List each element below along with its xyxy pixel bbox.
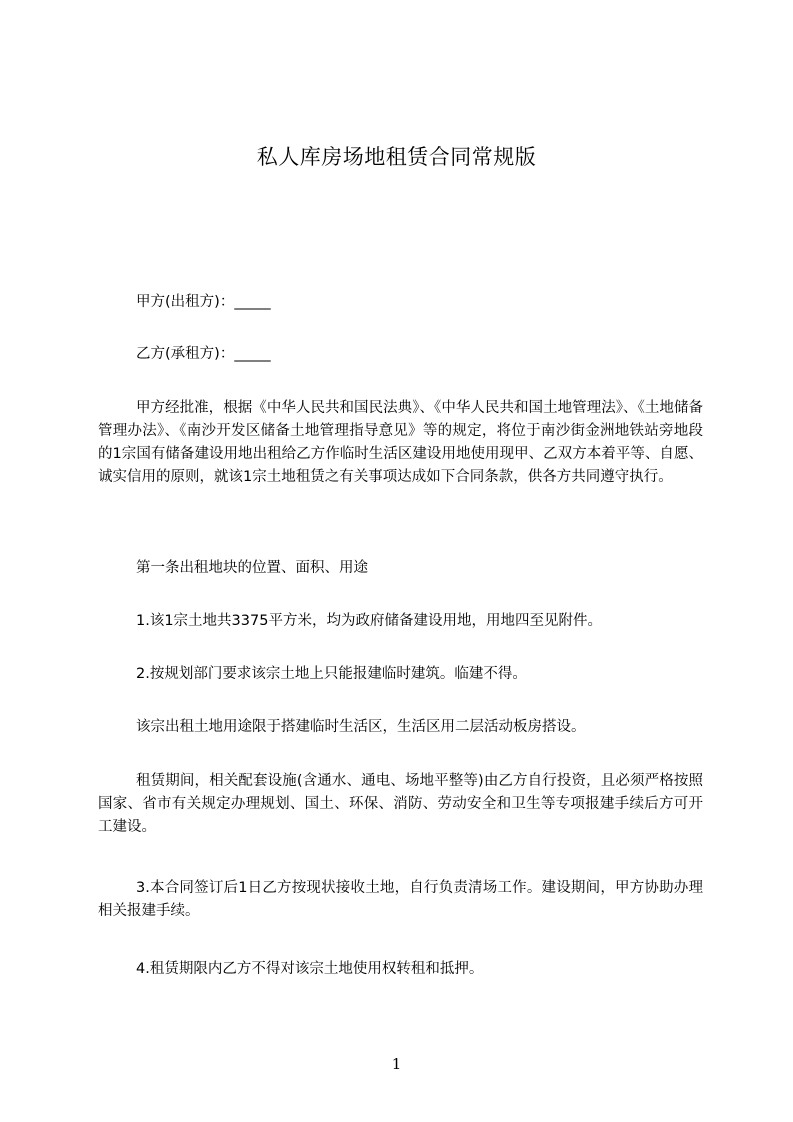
- document-title: 私人库房场地租赁合同常规版: [256, 145, 537, 169]
- facilities-paragraph: 租赁期间，相关配套设施(含通水、通电、场地平整等)由乙方自行投资，且必须严格按照国家、省市有关规定办理规划、国土、环保、消防、劳动安全和卫生等专项报建手续后方可开工建设。: [98, 773, 703, 835]
- page-number: 1: [391, 1055, 402, 1073]
- clause-item-4: 4.租赁期限内乙方不得对该宗土地使用权转租和抵押。: [136, 961, 484, 977]
- usage-paragraph: 该宗出租土地用途限于搭建临时生活区，生活区用二层活动板房搭设。: [136, 719, 586, 735]
- party-a-line: 甲方(出租方)：_____: [136, 294, 271, 310]
- intro-paragraph: 甲方经批准，根据《中华人民共和国民法典》、《中华人民共和国土地管理法》、《土地储备管理办法》、《南沙开发区储备土地管理指导意见》等的规定，将位于南沙街金洲地铁站旁地段的1宗国有储备建设用地出租给乙方作临时生活区建设用地使用现甲、乙双方本着平等、自愿、诚实信用的原则，就该1宗土地租赁之有关事项达成如下合同条款，供各方共同遵守执行。: [98, 400, 703, 485]
- clause-item-3: 3.本合同签订后1日乙方按现状接收土地，自行负责清场工作。建设期间，甲方协助办理相关报建手续。: [98, 880, 703, 919]
- article-1-heading: 第一条出租地块的位置、面积、用途: [136, 560, 368, 576]
- clause-item-1: 1.该1宗土地共3375平方米，均为政府储备建设用地，用地四至见附件。: [136, 613, 602, 629]
- party-b-line: 乙方(承租方)：_____: [136, 346, 271, 362]
- clause-item-2: 2.按规划部门要求该宗土地上只能报建临时建筑。临建不得。: [136, 666, 527, 682]
